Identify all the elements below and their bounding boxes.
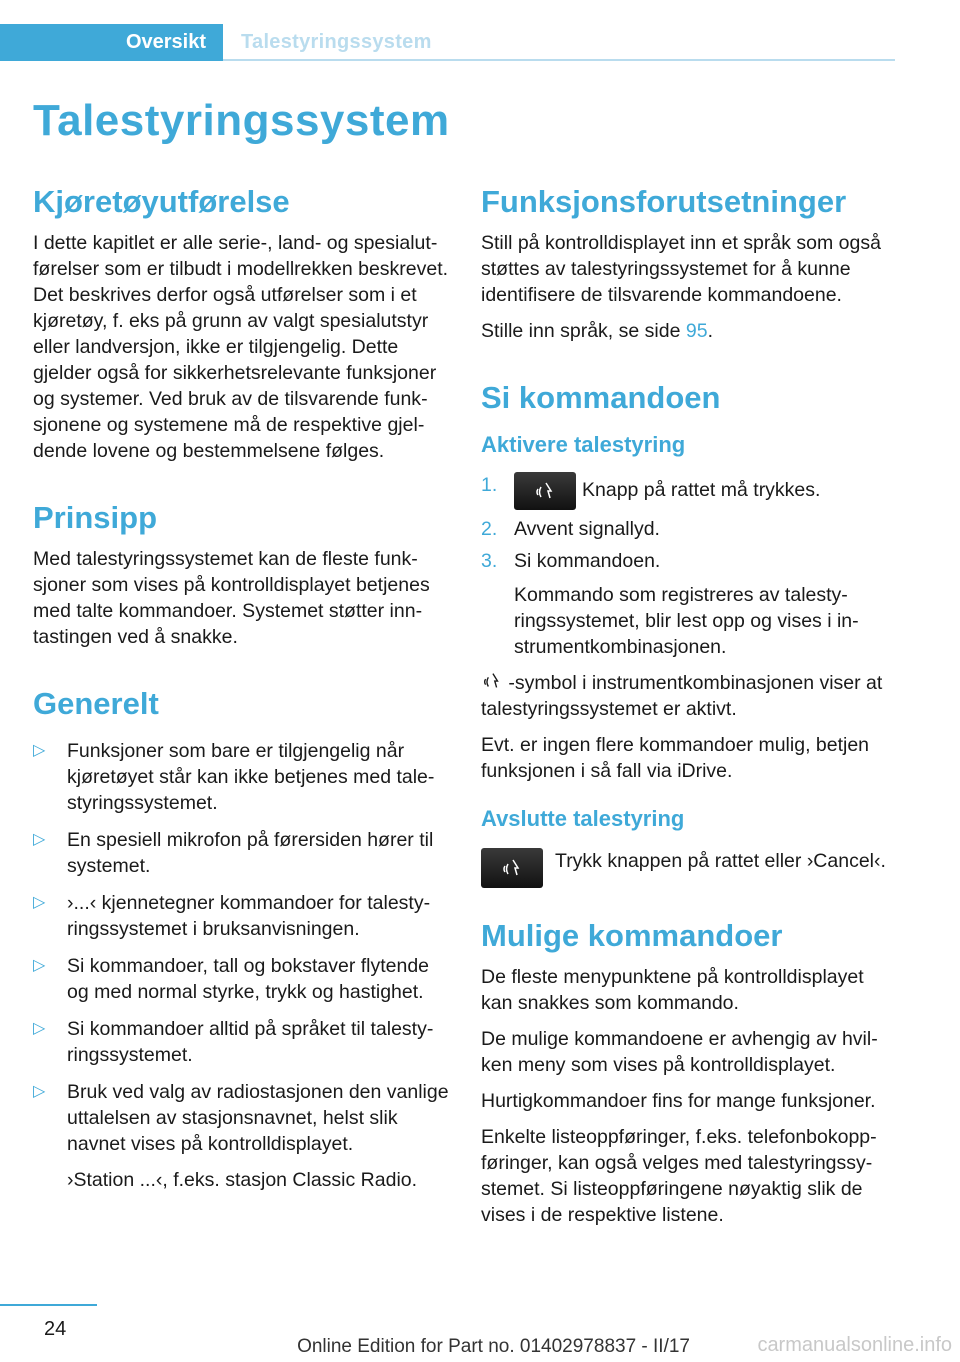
heading-si-kommandoen: Si kommandoen <box>481 380 721 415</box>
list-item: 2. Avvent signallyd. <box>481 518 660 540</box>
heading-avslutte-talestyring: Avslutte talestyring <box>481 806 685 831</box>
text-funksjonsforutsetninger: Still på kontrolldisplayet inn et språk som også støttes av talestyringssystemet for å kunne identifisere de tilsvarende kommandoene. <box>481 232 881 306</box>
heading-funksjonsforutsetninger: Funksjonsforutsetninger <box>481 184 847 219</box>
generelt-list <box>33 738 449 1193</box>
footer-rule <box>0 1304 97 1306</box>
section-si-kommandoen <box>481 378 897 894</box>
list-item: ▷ Funksjoner som bare er tilgjengelig når kjøretøyet står kan ikke betjenes med talestyringssystemet. <box>33 740 435 814</box>
section-funksjonsforutsetninger <box>481 182 897 344</box>
bullet-triangle-icon: ▷ <box>33 894 46 911</box>
activation-steps <box>481 472 897 660</box>
text-mulige: De mulige kommandoene er avhengig av hvilken meny som vises på kontrolldisplayet. <box>481 1028 878 1076</box>
watermark: carmanualsonline.info <box>757 1334 952 1356</box>
voice-command-icon <box>501 856 523 880</box>
list-item: ▷ Si kommandoer alltid på språket til talestyringssystemet. <box>33 1018 434 1066</box>
right-column <box>481 182 897 1238</box>
bullet-triangle-icon: ▷ <box>33 831 46 848</box>
list-item: 1. Knapp på rattet må trykkes. <box>481 472 897 510</box>
bullet-triangle-icon: ▷ <box>33 1020 46 1037</box>
voice-button-image <box>481 848 543 888</box>
heading-kjoretoyutforelse: Kjøretøyutførelse <box>33 184 290 219</box>
heading-aktivere-talestyring: Aktivere talestyring <box>481 432 686 457</box>
text-idrive: Evt. er ingen flere kommandoer mulig, betjen funksjonen i så fall via iDrive. <box>481 734 870 782</box>
voice-command-icon <box>534 479 556 503</box>
voice-button-image <box>514 472 576 510</box>
heading-prinsipp: Prinsipp <box>33 500 158 535</box>
step3-note: Kommando som registreres av talestyringssystemet, blir lest opp og vises i instrumentkombinasjonen. <box>514 584 859 658</box>
edition-text: Online Edition for Part no. 01402978837 - II/17 <box>297 1336 690 1357</box>
list-item: ▷ Bruk ved valg av radiostasjonen den vanlige uttalelsen av stasjonsnavnet, helst slik navnet vises på kontrolldisplayet. ›Station ...‹, f.eks. stasjon Classic Radio. <box>33 1081 449 1191</box>
list-item: ▷ Si kommandoer, tall og bokstaver flytende og med normal styrke, trykk og hastighet. <box>33 955 430 1003</box>
section-generelt <box>33 684 449 1193</box>
text-sprak-reference: Stille inn språk, se side 95. <box>481 320 713 342</box>
page-header <box>0 0 895 62</box>
list-item: ▷ En spesiell mikrofon på førersiden hører til systemet. <box>33 829 434 877</box>
section-kjoretoyutforelse <box>33 182 449 464</box>
section-prinsipp <box>33 498 449 650</box>
header-rule <box>223 59 895 61</box>
text-kjoretoyutforelse: I dette kapitlet er alle serie-, land- og spesialutførelser som er tilbudt i modellrekken beskrevet. Det beskrives derfor også utførelser som i et kjøretøy, f. eks på grunn av valgt spesialutstyr eller landversjon, ikke er tilgjengelig. Dette gjelder også for sikkerhetsrelevante funksjoner og systemer. Ved bruk av de tilsvarende funksjonene og systemene må de respektive gjeldende lovene og bestemmelsene følges. <box>33 232 449 462</box>
bullet-triangle-icon: ▷ <box>33 742 46 759</box>
text-avslutte: Trykk knappen på rattet eller ›Cancel‹. <box>555 850 886 872</box>
avslutte-block <box>481 846 897 894</box>
left-column <box>33 182 449 1204</box>
text-mulige: Hurtigkommandoer fins for mange funksjoner. <box>481 1090 876 1112</box>
text-symbol: -symbol i instrumentkombinasjonen viser at talestyringssystemet er aktivt. <box>481 672 883 720</box>
tab-talestyringssystem[interactable]: Talestyringssystem <box>241 31 432 53</box>
tab-oversikt[interactable]: Oversikt <box>0 24 223 61</box>
bullet-triangle-icon: ▷ <box>33 1083 46 1100</box>
list-item: 3. Si kommandoen. Kommando som registreres av talestyringssystemet, blir lest opp og vises i instrumentkombinasjonen. <box>481 548 897 660</box>
heading-generelt: Generelt <box>33 686 159 721</box>
list-item: ▷ ›...‹ kjennetegner kommandoer for talestyringssystemet i bruksanvisningen. <box>33 892 431 940</box>
page-link-95[interactable]: 95 <box>685 320 708 342</box>
text-prinsipp: Med talestyringssystemet kan de fleste funksjoner som vises på kontrolldisplayet betjenes med talte kommandoer. Systemet støtter inntastingen ved å snakke. <box>33 548 430 648</box>
page-number: 24 <box>44 1318 67 1340</box>
page-title: Talestyringssystem <box>33 96 450 145</box>
text-mulige: Enkelte listeoppføringer, f.eks. telefonbokoppføringer, kan også velges med talestyringssystemet. Si listeoppføringene nøyaktig slik de vises i de respektive listene. <box>481 1126 877 1226</box>
station-example: ›Station ...‹, f.eks. stasjon Classic Radio. <box>67 1169 418 1191</box>
bullet-triangle-icon: ▷ <box>33 957 46 974</box>
voice-symbol-icon <box>481 670 503 692</box>
heading-mulige-kommandoer: Mulige kommandoer <box>481 918 783 953</box>
text-mulige: De fleste menypunktene på kontrolldisplayet kan snakkes som kommando. <box>481 966 864 1014</box>
section-mulige-kommandoer <box>481 916 897 1228</box>
